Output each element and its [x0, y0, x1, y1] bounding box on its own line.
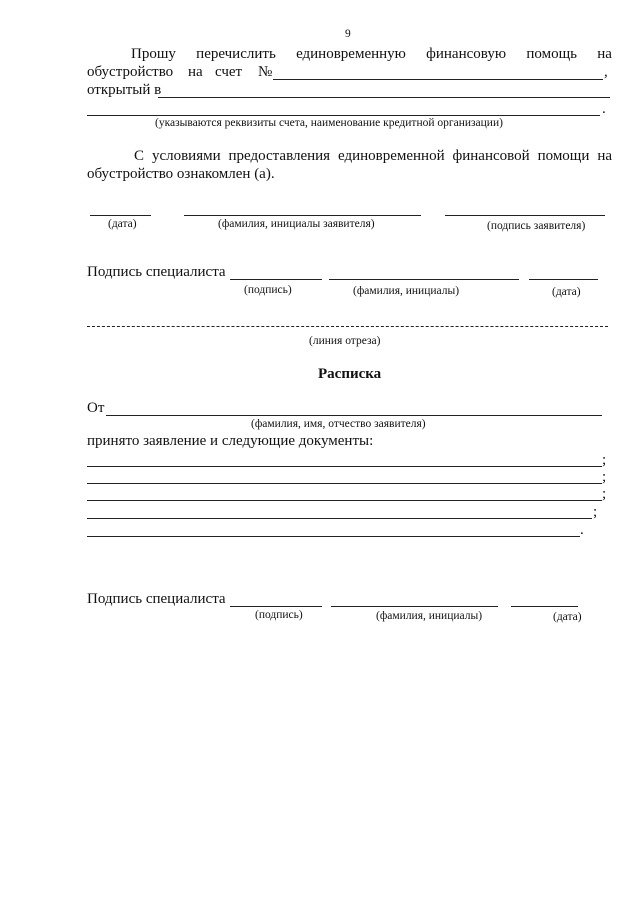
applicant-name-field[interactable]: [184, 215, 421, 216]
specialist-name-field-2[interactable]: [331, 606, 498, 607]
specialist-date-hint: (дата): [552, 286, 581, 298]
request-line-1: [131, 46, 612, 63]
request-word: единовременную: [296, 46, 406, 62]
request-line-2-b: на: [188, 64, 203, 80]
document-line-1[interactable]: [87, 466, 602, 467]
specialist-name-hint-2: (фамилия, инициалы): [376, 610, 483, 622]
specialist-signature-field-2[interactable]: [230, 606, 322, 607]
applicant-date-label: (дата): [108, 218, 137, 230]
bank-field-line-2[interactable]: [87, 115, 600, 116]
request-line-4-end: .: [602, 101, 606, 117]
specialist-signature-field[interactable]: [230, 279, 322, 280]
agreement-line-1: [134, 148, 612, 165]
document-line-2[interactable]: [87, 483, 602, 484]
receipt-from-label: От: [87, 400, 105, 416]
document-line-5[interactable]: [87, 536, 580, 537]
request-word: помощь: [526, 46, 577, 62]
document-line-4[interactable]: [87, 518, 592, 519]
request-word: на: [597, 46, 612, 62]
receipt-from-field[interactable]: [106, 415, 602, 416]
specialist-signature-hint: (подпись): [244, 284, 292, 296]
agreement-word: условиями: [151, 148, 221, 164]
page-number: 9: [345, 28, 351, 40]
receipt-title: Расписка: [318, 366, 382, 382]
applicant-signature-field[interactable]: [445, 215, 605, 216]
applicant-date-field[interactable]: [90, 215, 151, 216]
cut-line: [87, 326, 608, 327]
document-line-5-end: .: [580, 522, 584, 538]
request-line-2-end: ,: [604, 64, 608, 80]
request-word: перечислить: [196, 46, 276, 62]
agreement-word: единовременной: [337, 148, 445, 164]
specialist-date-field[interactable]: [529, 279, 598, 280]
document-line-2-end: ;: [602, 469, 607, 485]
request-line-2-a: обустройство: [87, 64, 174, 80]
applicant-signature-label: (подпись заявителя): [487, 220, 586, 232]
agreement-line-2: обустройство ознакомлен (а).: [87, 166, 275, 182]
account-number-field[interactable]: [273, 79, 603, 80]
specialist-signature-label: Подпись специалиста: [87, 264, 226, 280]
agreement-word: финансовой: [452, 148, 530, 164]
receipt-accepted-text: принято заявление и следующие документы:: [87, 433, 374, 449]
specialist-date-hint-2: (дата): [553, 611, 582, 623]
specialist-name-hint: (фамилия, инициалы): [353, 285, 460, 297]
specialist-date-field-2[interactable]: [511, 606, 578, 607]
request-line-3-label: открытый в: [87, 82, 162, 98]
request-word: Прошу: [131, 46, 176, 62]
agreement-word: помощи: [537, 148, 590, 164]
agreement-word: С: [134, 148, 145, 164]
request-line-2-c: счет: [215, 64, 243, 80]
receipt-from-hint: (фамилия, имя, отчество заявителя): [251, 418, 426, 430]
request-line-2-d: №: [258, 64, 273, 80]
applicant-name-label: (фамилия, инициалы заявителя): [218, 218, 375, 230]
agreement-word: предоставления: [228, 148, 331, 164]
document-line-3[interactable]: [87, 500, 602, 501]
request-word: финансовую: [426, 46, 507, 62]
specialist-signature-label-2: Подпись специалиста: [87, 591, 226, 607]
document-line-4-end: ;: [593, 504, 598, 520]
document-line-1-end: ;: [602, 452, 607, 468]
document-line-3-end: ;: [602, 486, 607, 502]
request-hint: (указываются реквизиты счета, наименование кредитной организации): [155, 117, 503, 129]
agreement-word: на: [597, 148, 612, 164]
cut-line-label: (линия отреза): [309, 335, 381, 347]
specialist-name-field[interactable]: [329, 279, 519, 280]
specialist-signature-hint-2: (подпись): [255, 609, 303, 621]
bank-field-line-1[interactable]: [158, 97, 610, 98]
